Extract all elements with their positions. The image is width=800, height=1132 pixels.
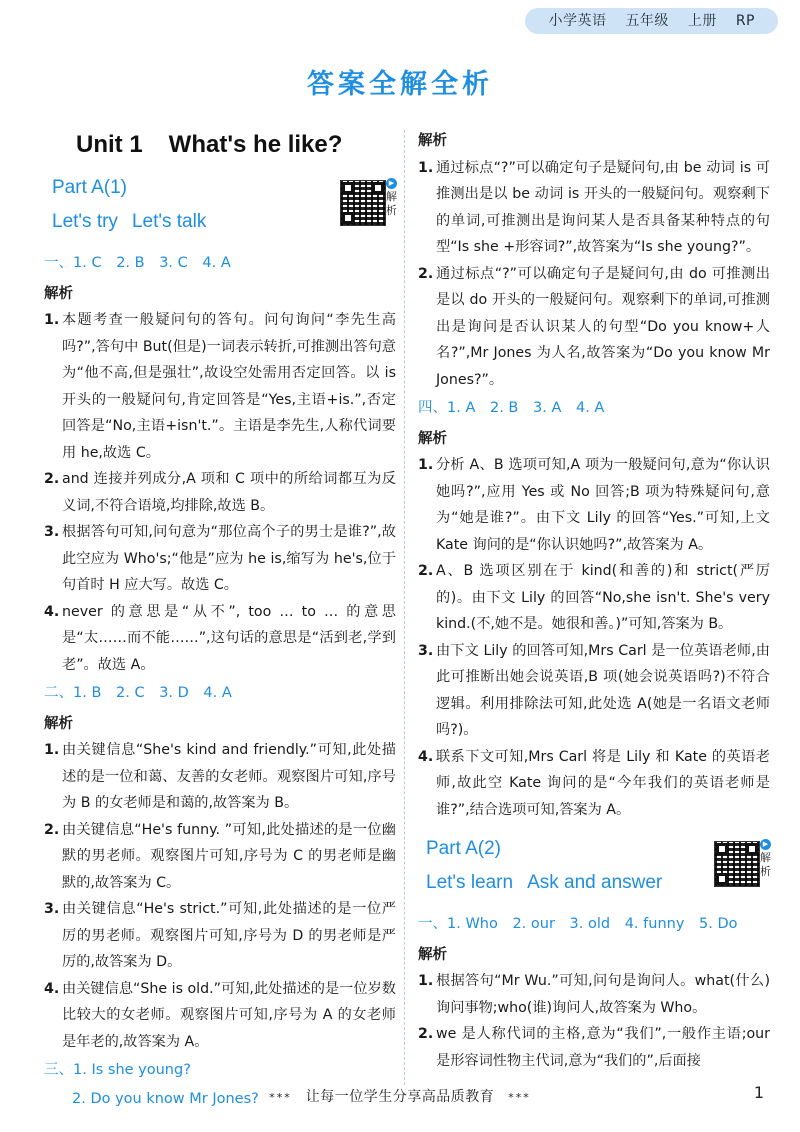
analysis-label: 解析 xyxy=(418,430,447,447)
answer-line-sec5 xyxy=(418,911,770,938)
analysis-item: 1. 通过标点“?”可以确定句子是疑问句,由 be 动词 is 可推测出是以 be 动词 is 开头的一般疑问句。观察剩下的单词,可推测出是询问某人是否具备某种特点的句型“Is she +形容词?”,故答案为“Is she young?”。 xyxy=(418,159,770,255)
part-a1-name: Part A(1) xyxy=(44,174,216,202)
analysis-label: 解析 xyxy=(44,715,73,732)
unit-number: Unit 1 xyxy=(76,131,143,158)
part-a2-sub2: Ask and answer xyxy=(527,872,663,893)
analysis-item: 2. A、B 选项区别在于 kind(和善的)和 strict(严厉的)。由下文 Lily 的回答“No,she isn't. She's very kind.(不,她不是。她很和善。)”可知,答案为 B。 xyxy=(418,563,770,632)
right-column xyxy=(418,128,770,1074)
qr-label: 解析 xyxy=(760,851,771,878)
unit-name: What's he like? xyxy=(168,131,343,158)
header-volume: 上册 xyxy=(687,13,717,29)
analysis-item: 2. and 连接并列成分,A 项和 C 项中的所给词都互为反义词,不符合语境,均排除,故选 B。 xyxy=(44,471,396,514)
answer: 2. C xyxy=(116,685,145,701)
answer: 2. our xyxy=(512,916,555,932)
analysis-item: 2. we 是人称代词的主格,意为“我们”,一般作主语;our 是形容词性物主代词,意为“我们的”,后面接 xyxy=(418,1026,770,1069)
answer: 一、1. C xyxy=(44,255,102,271)
qr-label: 解析 xyxy=(386,190,397,217)
page-title: 答案全解全析 xyxy=(307,69,493,100)
play-icon: ▶ xyxy=(760,839,771,850)
part-a1-heading xyxy=(44,174,396,240)
qr-code-part-a2[interactable] xyxy=(714,837,770,893)
part-a2-sub1: Let's learn xyxy=(426,872,514,893)
answer: 3. A xyxy=(533,400,562,416)
unit-title xyxy=(76,128,396,162)
analysis-label: 解析 xyxy=(418,946,447,963)
part-a2-name: Part A(2) xyxy=(418,835,672,863)
answer: 四、1. A xyxy=(418,400,476,416)
answer: 二、1. B xyxy=(44,685,102,701)
footer-stars-right: *** xyxy=(508,1091,531,1104)
qr-code-icon xyxy=(714,841,760,887)
page-number: 1 xyxy=(753,1083,764,1102)
answer-line-sec4 xyxy=(418,395,770,422)
answer: 2. B xyxy=(489,400,519,416)
answer: 3. D xyxy=(159,685,189,701)
analysis-item: 3. 根据答句可知,问句意为“那位高个子的男士是谁?”,故此空应为 Who's;“他是”应为 he is,缩写为 he's,位于句首时 H 应大写。故选 C。 xyxy=(44,524,396,593)
answer: 5. Do xyxy=(699,916,738,932)
analysis-item: 4. 由关键信息“She is old.”可知,此处描述的是一位岁数比较大的女老师。观察图片可知,序号为 A 的女老师是年老的,故答案为 A。 xyxy=(44,980,396,1050)
left-column xyxy=(44,128,396,1114)
answer: 一、1. Who xyxy=(418,916,498,932)
answer: 4. A xyxy=(203,685,232,701)
answer-line-sec1 xyxy=(44,250,396,277)
answer: 4. A xyxy=(575,400,605,416)
analysis-item: 1. 由关键信息“She's kind and friendly.”可知,此处描述的是一位和蔼、友善的女老师。观察图片可知,序号为 B 的女老师是和蔼的,故答案为 B。 xyxy=(44,742,396,811)
answer: 3. C xyxy=(159,255,188,271)
column-divider xyxy=(404,130,405,1085)
header-tag xyxy=(525,8,778,34)
play-icon: ▶ xyxy=(386,178,397,189)
answer: 4. A xyxy=(202,255,231,271)
answer-line-sec3: 三、1. Is she young? xyxy=(44,1062,191,1078)
answer: 3. old xyxy=(569,916,611,932)
analysis-label: 解析 xyxy=(418,133,447,149)
part-a1-sub1: Let's try xyxy=(52,211,118,232)
part-a1-sub2: Let's talk xyxy=(131,211,207,232)
analysis-item: 4. never 的意思是“从不”, too … to … 的意思是“太……而不能……”,这句话的意思是“活到老,学到老”。故选 A。 xyxy=(44,603,396,673)
analysis-item: 2. 由关键信息“He's funny. ”可知,此处描述的是一位幽默的男老师。观察图片可知,序号为 C 的男老师是幽默的,故答案为 C。 xyxy=(44,821,396,891)
answer: 4. funny xyxy=(624,916,685,932)
analysis-item: 1. 根据答句“Mr Wu.”可知,问句是询问人。what(什么)询问事物;who(谁)询问人,故答案为 Who。 xyxy=(418,973,770,1016)
analysis-item: 3. 由关键信息“He's strict.”可知,此处描述的是一位严厉的男老师。观察图片可知,序号为 D 的男老师是严厉的,故答案为 D。 xyxy=(44,901,396,970)
header-grade: 五年级 xyxy=(625,13,669,29)
part-a2-heading xyxy=(418,835,770,901)
answer-line-sec3-2: 2. Do you know Mr Jones? xyxy=(72,1090,259,1107)
part-a2-subtitle xyxy=(418,869,672,897)
qr-code-icon xyxy=(340,180,386,226)
footer-slogan: 让每一位学生分享高品质教育 xyxy=(305,1089,495,1105)
analysis-label: 解析 xyxy=(44,285,73,302)
answer: 2. B xyxy=(116,255,145,271)
footer-stars-left: *** xyxy=(269,1091,292,1104)
footer xyxy=(0,1086,800,1106)
qr-code-part-a1[interactable] xyxy=(340,176,396,232)
analysis-item: 2. 通过标点“?”可以确定句子是疑问句,由 do 可推测出是以 do 开头的一般疑问句。观察剩下的单词,可推测出是询问是否认识某人的句型“Do you know+人名?”,Mr Jones 为人名,故答案为“Do you know Mr Jones?”。 xyxy=(418,265,770,388)
header-edition: RP xyxy=(735,13,755,29)
answer-line-sec2 xyxy=(44,680,396,707)
part-a1-subtitle xyxy=(44,208,216,236)
analysis-item: 1. 分析 A、B 选项可知,A 项为一般疑问句,意为“你认识她吗?”,应用 Yes 或 No 回答;B 项为特殊疑问句,意为“她是谁?”。由下文 Lily 的回答“Yes.”可知,上文 Kate 询问的是“你认识她吗?”,故答案为 A。 xyxy=(418,457,770,553)
header-stage: 小学英语 xyxy=(548,13,607,29)
analysis-item: 4. 联系下文可知,Mrs Carl 将是 Lily 和 Kate 的英语老师,故此空 Kate 询问的是“今年我们的英语老师是谁?”,结合选项可知,答案为 A。 xyxy=(418,748,770,818)
analysis-item: 3. 由下文 Lily 的回答可知,Mrs Carl 是一位英语老师,由此可推断出她会说英语,B 项(她会说英语吗?)不符合逻辑。利用排除法可知,此处选 A(她是一名语文老师吗?)。 xyxy=(418,642,770,738)
analysis-item: 1. 本题考查一般疑问句的答句。问句询问“李先生高吗?”,答句中 But(但是)一词表示转折,可推测出答句意为“他不高,但是强壮”,故设空处需用否定回答。以 is 开头的一般疑问句,肯定回答是“Yes,主语+is.”,否定回答是“No,主语+isn't.”。主语是李先生,人称代词要用 he,故选 C。 xyxy=(44,312,396,461)
